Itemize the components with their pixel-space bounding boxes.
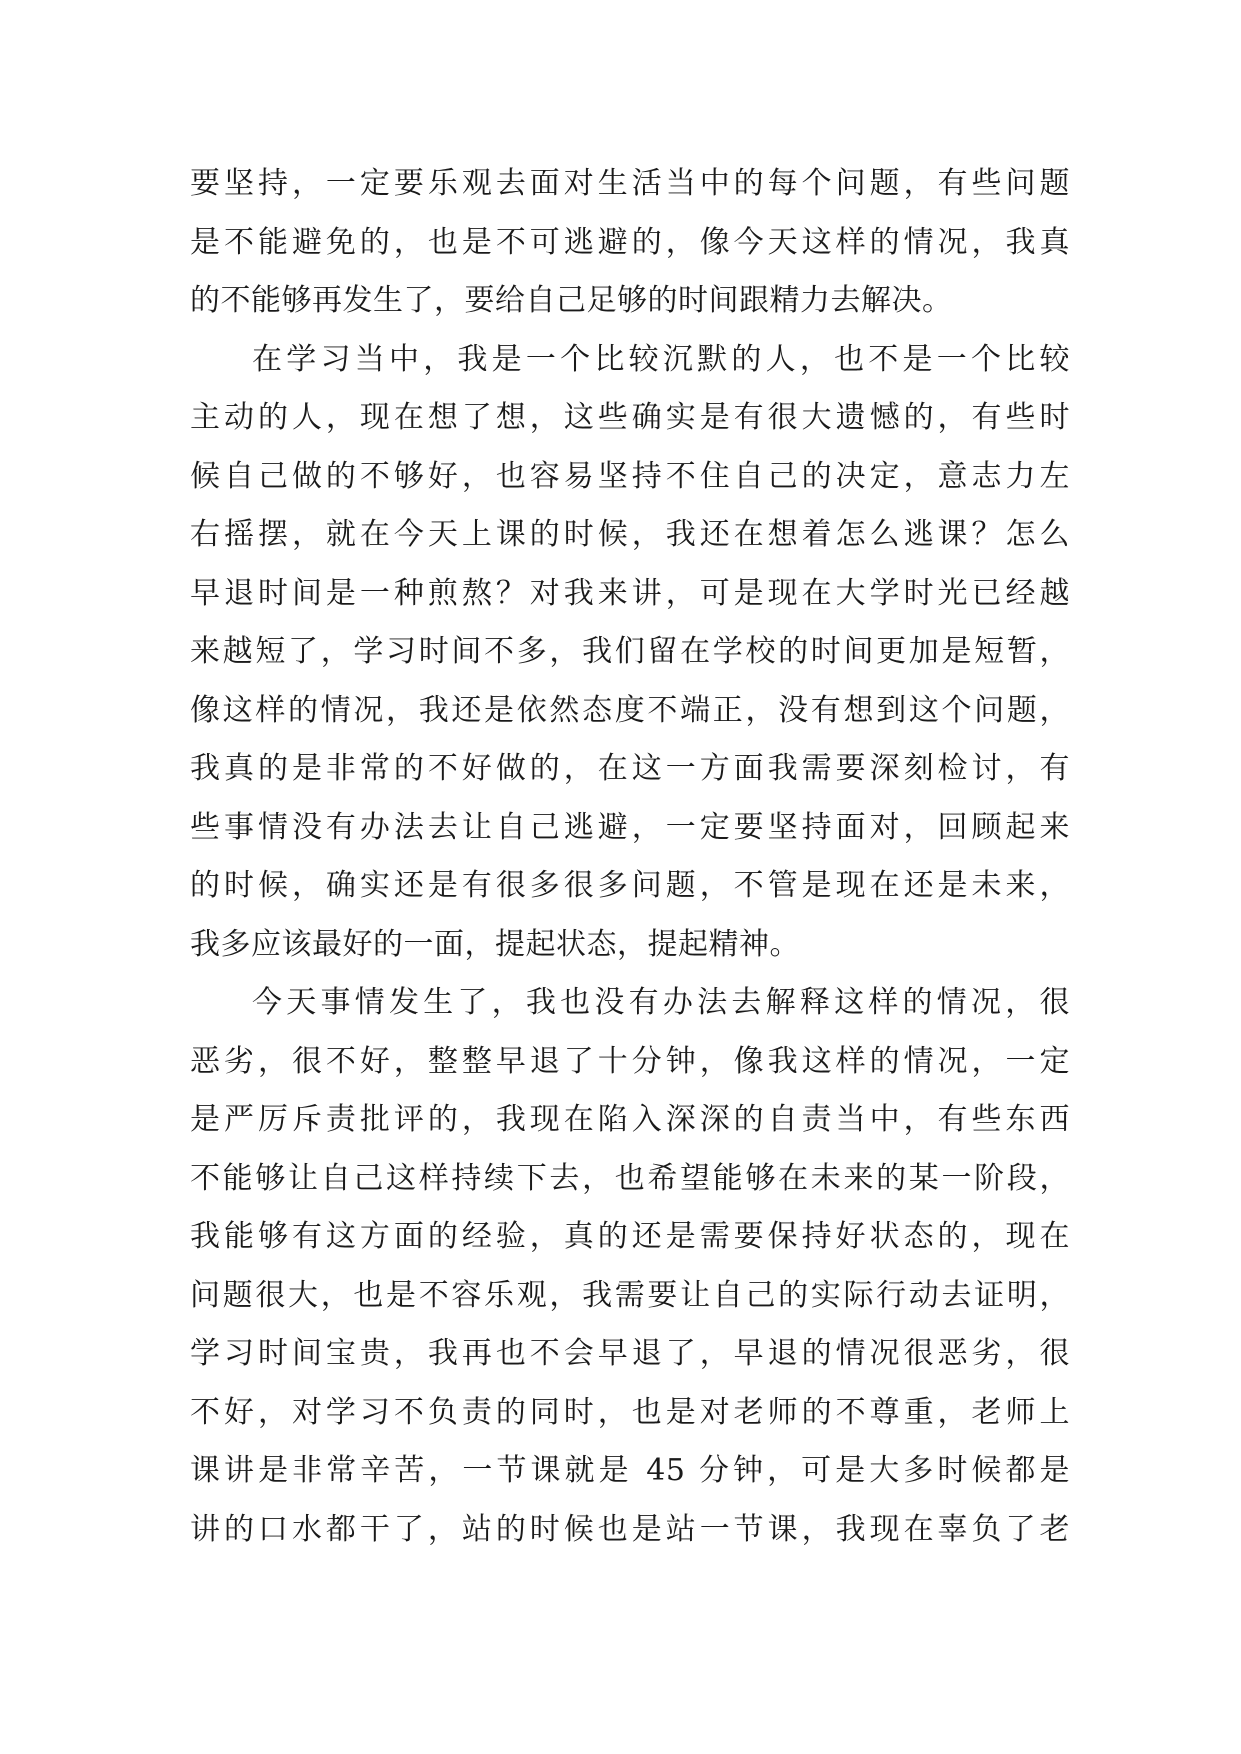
text-line: 的时候，确实还是有很多很多问题，不管是现在还是未来， (190, 868, 1070, 903)
text-line: 来越短了，学习时间不多，我们留在学校的时间更加是短暂， (190, 634, 1070, 669)
text-line: 恶劣，很不好，整整早退了十分钟，像我这样的情况，一定 (190, 1043, 1070, 1079)
text-line: 我多应该最好的一面，提起状态，提起精神。 (190, 926, 800, 962)
text-line: 像这样的情况，我还是依然态度不端正，没有想到这个问题， (190, 692, 1070, 728)
text-line: 右摇摆，就在今天上课的时候，我还在想着怎么逃课？怎么 (190, 517, 1070, 552)
text-line: 早退时间是一种煎熬？对我来讲，可是现在大学时光已经越 (190, 575, 1070, 611)
text-line: 课讲是非常辛苦，一节课就是 45 分钟，可是大多时候都是 (190, 1453, 1070, 1488)
text-line: 主动的人，现在想了想，这些确实是有很大遗憾的，有些时 (190, 400, 1070, 435)
paragraph-first-line: 在学习当中，我是一个比较沉默的人，也不是一个比较 (252, 341, 1070, 377)
text-line: 问题很大，也是不容乐观，我需要让自己的实际行动去证明， (190, 1277, 1070, 1313)
text-line: 不好，对学习不负责的同时，也是对老师的不尊重，老师上 (190, 1394, 1070, 1430)
text-line: 的不能够再发生了，要给自己足够的时间跟精力去解决。 (190, 283, 953, 318)
text-line: 是严厉斥责批评的，我现在陷入深深的自责当中，有些东西 (190, 1102, 1070, 1137)
text-line: 我真的是非常的不好做的，在这一方面我需要深刻检讨，有 (190, 751, 1070, 786)
text-line: 讲的口水都干了，站的时候也是站一节课，我现在辜负了老 (190, 1511, 1070, 1547)
text-line: 要坚持，一定要乐观去面对生活当中的每个问题，有些问题 (190, 166, 1070, 201)
text-line: 我能够有这方面的经验，真的还是需要保持好状态的，现在 (190, 1219, 1070, 1254)
document-body (190, 155, 1070, 1559)
text-line: 些事情没有办法去让自己逃避，一定要坚持面对，回顾起来 (190, 809, 1070, 845)
text-line: 学习时间宝贵，我再也不会早退了，早退的情况很恶劣，很 (190, 1336, 1070, 1371)
text-line: 不能够让自己这样持续下去，也希望能够在未来的某一阶段， (190, 1160, 1070, 1196)
paragraph-first-line: 今天事情发生了，我也没有办法去解释这样的情况，很 (252, 985, 1070, 1020)
text-line: 候自己做的不够好，也容易坚持不住自己的决定，意志力左 (190, 458, 1070, 494)
text-line: 是不能避免的，也是不可逃避的，像今天这样的情况，我真 (190, 224, 1070, 260)
